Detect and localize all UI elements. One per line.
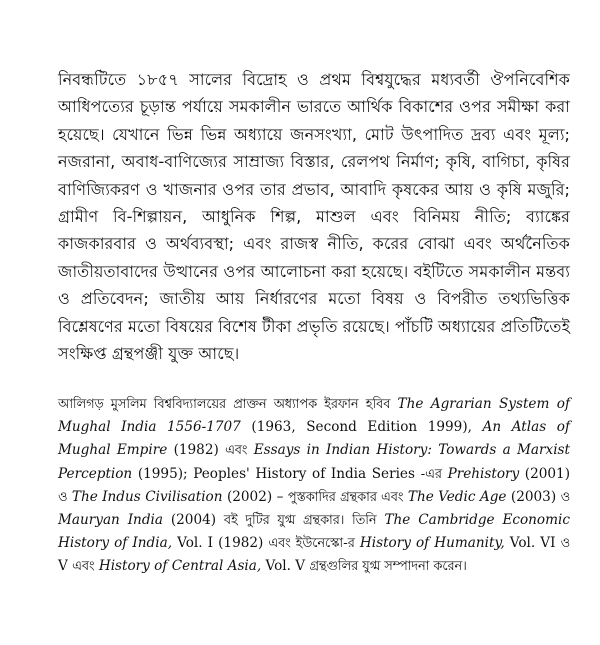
book-title: History of Humanity, (359, 535, 505, 552)
bio-text: আলিগড় মুসলিম বিশ্ববিদ্যালয়ের প্রাক্তন অধ্যাপক ইরফান হবিব (58, 397, 398, 412)
book-title: An Atlas of Mughal Empire (58, 419, 570, 459)
bio-text: Vol. I (1982) (172, 535, 269, 552)
bio-text: V (58, 558, 73, 575)
bio-text: -এর (420, 466, 442, 482)
bio-text: (2003) (506, 488, 561, 505)
bio-text: এবং (72, 559, 95, 575)
bio-text: পুস্তকাদির গ্রন্থকার এবং (287, 489, 404, 505)
bio-text: Vol. VI (504, 535, 561, 552)
book-title: The Cambridge Economic History of India, (58, 512, 570, 552)
book-title: The Vedic Age (407, 488, 507, 505)
book-title: Mauryan India (58, 512, 163, 529)
bio-text: (1963, Second Edition 1999), (240, 419, 483, 436)
bio-text: (1995); Peoples' History of India Series (132, 465, 421, 482)
book-title: Essays in Indian History: Towards a Marxist Perception (58, 442, 570, 482)
bio-text: গ্রন্থগুলির যুগ্ম সম্পাদনা করেন। (309, 559, 467, 575)
book-title: Prehistory (447, 465, 520, 482)
bio-text: (1982) (167, 442, 226, 459)
bio-text: (2002) – (222, 488, 288, 505)
book-description-paragraph: নিবন্ধটিতে ১৮৫৭ সালের বিদ্রোহ ও প্রথম বিশ্বযুদ্ধের মধ্যবর্তী ঔপনিবেশিক আধিপত্যের চূড়ান্ত পর্যায়ে সমকালীন ভারতে আর্থিক বিকাশের ওপর সমীক্ষা করা হয়েছে। যেখানে ভিন্ন ভিন্ন অধ্যায়ে জনসংখ্যা, মোট উৎপাদিত দ্রব্য এবং মূল্য; নজরানা, অবাধ-বাণিজ্যের সাম্রাজ্য বিস্তার, রেলপথ নির্মাণ; কৃষি, বাগিচা, কৃষির বাণিজ্যিকরণ ও খাজনার ওপর তার প্রভাব, আবাদি কৃষকের আয় ও কৃষি মজুরি; গ্রামীণ বি-শিল্পায়ন, আধুনিক শিল্প, মাশুল এবং বিনিময় নীতি; ব্যাঙ্কের কাজকারবার ও অর্থব্যবস্থা; এবং রাজস্ব নীতি, করের বোঝা এবং অর্থনৈতিক জাতীয়তাবাদের উত্থানের ওপর আলোচনা করা হয়েছে। বইটিতে সমকালীন মন্তব্য ও প্রতিবেদন; জাতীয় আয় নির্ধারণের মতো বিষয় ও বিপরীত তথ্যভিত্তিক বিশ্লেষণের মতো বিষয়ের বিশেষ টীকা প্রভৃতি রয়েছে। পাঁচটি অধ্যায়ের প্রতিটিতেই সংক্ষিপ্ত গ্রন্থপঞ্জী যুক্ত আছে। (58, 70, 570, 364)
bio-text: ও (58, 489, 68, 505)
bio-text: (2004) (162, 512, 224, 529)
bio-text: ও (560, 536, 570, 552)
book-title: History of Central Asia, (98, 558, 262, 575)
bio-text: Vol. V (261, 558, 310, 575)
book-title: The Agrarian System of Mughal India 1556-1707 (58, 396, 570, 436)
bio-text: বই দুটির যুগ্ম গ্রন্থকার। তিনি (223, 513, 377, 529)
author-bio-paragraph (58, 393, 570, 579)
bio-text: (2001) (519, 465, 571, 482)
book-title: The Indus Civilisation (71, 488, 223, 505)
bio-text: ও (560, 489, 570, 505)
bio-text: এবং (225, 443, 248, 459)
bio-text: এবং ইউনেস্কো-র (268, 536, 355, 552)
